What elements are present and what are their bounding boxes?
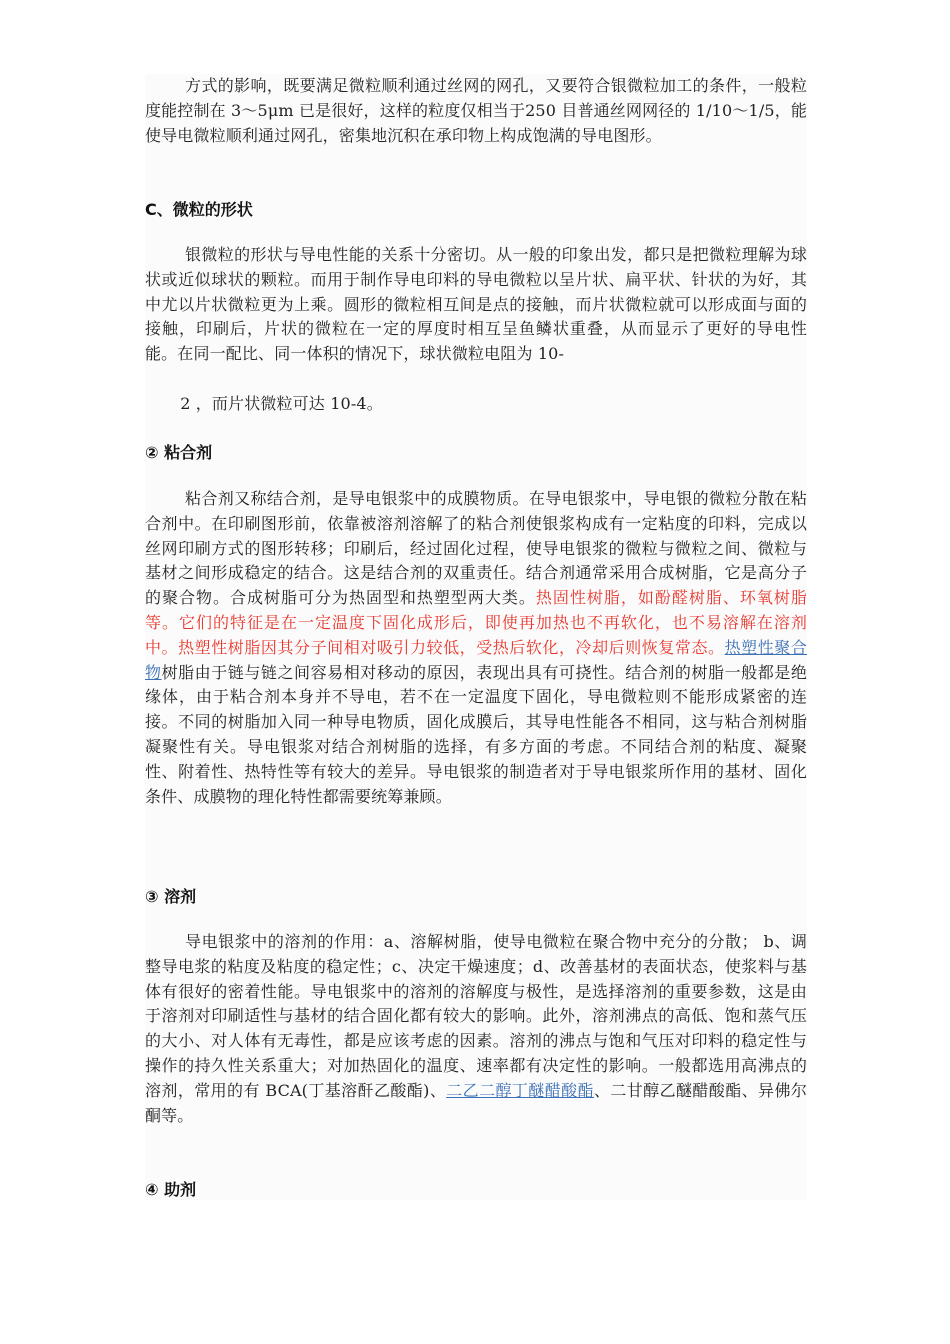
heading-binder: ② 粘合剂 [145, 443, 213, 462]
paragraph-particle-size [145, 74, 807, 148]
paragraph-text: 、二甘醇乙醚醋酸酯、异佛尔酮等。 [145, 1080, 807, 1125]
heading-additives: ④ 助剂 [145, 1180, 197, 1199]
link-thermoplastic-polymer[interactable]: 热塑性聚合物 [145, 637, 807, 682]
highlighted-text: 热固性树脂，如酚醛树脂、环氧树脂等。它们的特征是在一定温度下固化成形后，即使再加热也不再软化，也不易溶解在溶剂中。热塑性树脂因其分子间相对吸引力较低，受热后软化，冷却后则恢复常态。 [145, 588, 807, 657]
paragraph-text: 导电银浆中的溶剂的作用：a、溶解树脂，使导电微粒在聚合物中充分的分散； b、调整导电浆的粘度及粘度的稳定性；c、决定干燥速度；d、改善基材的表面状态，使浆料与基体有很好的密着性能。导电银浆中的溶剂的溶解度与极性，是选择溶剂的重要参数，这是由于溶剂对印刷适性与基材的结合固化都有较大的影响。此外，溶剂沸点的高低、饱和蒸气压的大小、对人体有无毒性，都是应该考虑的因素。溶剂的沸点与饱和气压对印料的稳定性与操作的持久性关系重大；对加热固化的温度、速率都有决定性的影响。一般都选用高沸点的溶剂，常用的有 BCA(丁基溶酐乙酸酯)、 [145, 932, 807, 1100]
heading-particle-shape: C、微粒的形状 [145, 200, 253, 219]
paragraph-particle-shape [145, 243, 807, 367]
paragraph-solvent [145, 930, 807, 1128]
paragraph-text: 银微粒的形状与导电性能的关系十分密切。从一般的印象出发，都只是把微粒理解为球状或近似球状的颗粒。而用于制作导电印料的导电微粒以呈片状、扁平状、针状的为好，其中尤以片状微粒更为上乘。圆形的微粒相互间是点的接触，而片状微粒就可以形成面与面的接触，印刷后，片状的微粒在一定的厚度时相互呈鱼鳞状重叠，从而显示了更好的导电性能。在同一配比、同一体积的情况下，球状微粒电阻为 10- [145, 245, 807, 364]
paragraph-text: 方式的影响，既要满足微粒顺利通过丝网的网孔，又要符合银微粒加工的条件，一般粒度能控制在 3～5μm 已是很好，这样的粒度仅相当于250 目普通丝网网径的 1/10～1/5，能使导电微粒顺利通过网孔，密集地沉积在承印物上构成饱满的导电图形。 [145, 76, 807, 145]
paragraph-text: 树脂由于链与链之间容易相对移动的原因，表现出具有可挠性。结合剂的树脂一般都是绝缘体，由于粘合剂本身并不导电，若不在一定温度下固化，导电微粒则不能形成紧密的连接。不同的树脂加入同一种导电物质，固化成膜后，其导电性能各不相同，这与粘合剂树脂凝聚性有关。导电银浆对结合剂树脂的选择，有多方面的考虑。不同结合剂的粘度、凝聚性、附着性、热特性等有较大的差异。导电银浆的制造者对于导电银浆所作用的基材、固化条件、成膜物的理化特性都需要统筹兼顾。 [145, 662, 807, 806]
paragraph-text: 2 ，而片状微粒可达 10-4。 [180, 394, 383, 413]
paragraph-text: 粘合剂又称结合剂，是导电银浆中的成膜物质。在导电银浆中，导电银的微粒分散在粘合剂中。在印刷图形前，依靠被溶剂溶解了的粘合剂使银浆构成有一定粘度的印料，完成以丝网印刷方式的图形转移；印刷后，经过固化过程，使导电银浆的微粒与微粒之间、微粒与基材之间形成稳定的结合。这是结合剂的双重责任。结合剂通常采用合成树脂，它是高分子的聚合物。合成树脂可分为热固型和热塑型两大类。 [145, 489, 807, 608]
heading-solvent: ③ 溶剂 [145, 887, 197, 906]
paragraph-binder [145, 487, 807, 809]
link-diethylene-glycol-butyl-ether-acetate[interactable]: 二乙二醇丁醚醋酸酯 [446, 1080, 594, 1100]
paragraph-particle-shape-cont [145, 392, 807, 417]
